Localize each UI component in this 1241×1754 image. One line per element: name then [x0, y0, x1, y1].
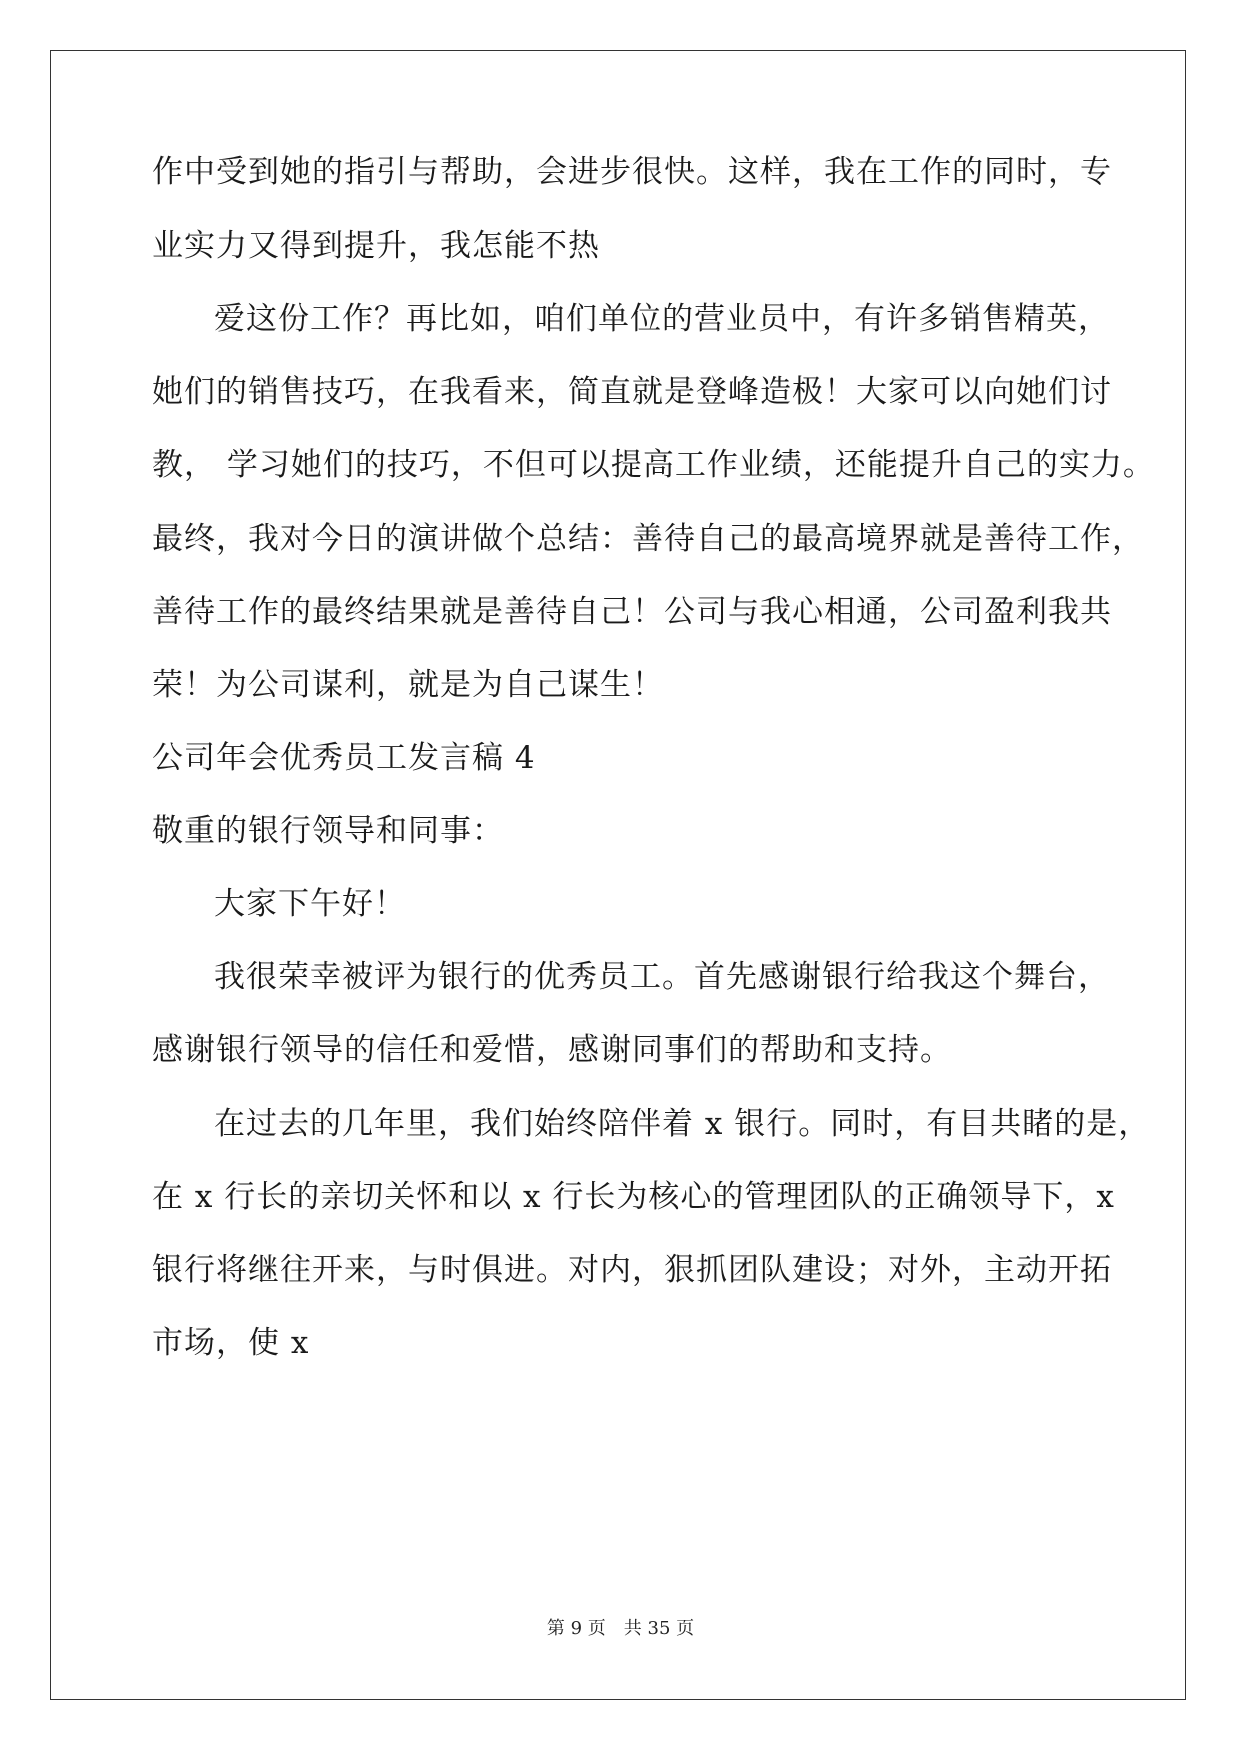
paragraph-first-line: 在过去的几年里，我们始终陪伴着 x 银行。同时，有目共睹的是，	[214, 1106, 1151, 1142]
body-text-line: 在 x 行长的亲切关怀和以 x 行长为核心的管理团队的正确领导下，x	[152, 1179, 1115, 1215]
body-text-line: 教， 学习她们的技巧，不但可以提高工作业绩，还能提升自己的实力。	[152, 447, 1155, 483]
body-text-line: 感谢银行领导的信任和爱惜，感谢同事们的帮助和支持。	[152, 1032, 952, 1068]
section-heading: 公司年会优秀员工发言稿 4	[152, 740, 536, 776]
body-text-line: 荣！为公司谋利，就是为自己谋生！	[152, 667, 664, 703]
paragraph-first-line: 我很荣幸被评为银行的优秀员工。首先感谢银行给我这个舞台，	[214, 959, 1110, 995]
body-text-line: 最终，我对今日的演讲做个总结：善待自己的最高境界就是善待工作，	[152, 521, 1144, 557]
greeting: 大家下午好！	[214, 886, 406, 922]
body-text-line: 市场，使 x	[152, 1325, 310, 1361]
body-text-line: 业实力又得到提升，我怎能不热	[152, 228, 600, 264]
page-number-footer: 第 9 页 共 35 页	[546, 1618, 695, 1639]
body-text-line: 善待工作的最终结果就是善待自己！公司与我心相通，公司盈利我共	[152, 594, 1112, 630]
page-border	[50, 50, 1186, 1700]
paragraph-first-line: 爱这份工作？再比如，咱们单位的营业员中，有许多销售精英，	[214, 301, 1110, 337]
body-text-line: 作中受到她的指引与帮助，会进步很快。这样，我在工作的同时，专	[152, 154, 1112, 190]
body-text-line: 银行将继往开来，与时俱进。对内，狠抓团队建设；对外，主动开拓	[152, 1252, 1112, 1288]
body-text-line: 她们的销售技巧，在我看来，简直就是登峰造极！大家可以向她们讨	[152, 374, 1112, 410]
salutation: 敬重的银行领导和同事：	[152, 813, 504, 849]
